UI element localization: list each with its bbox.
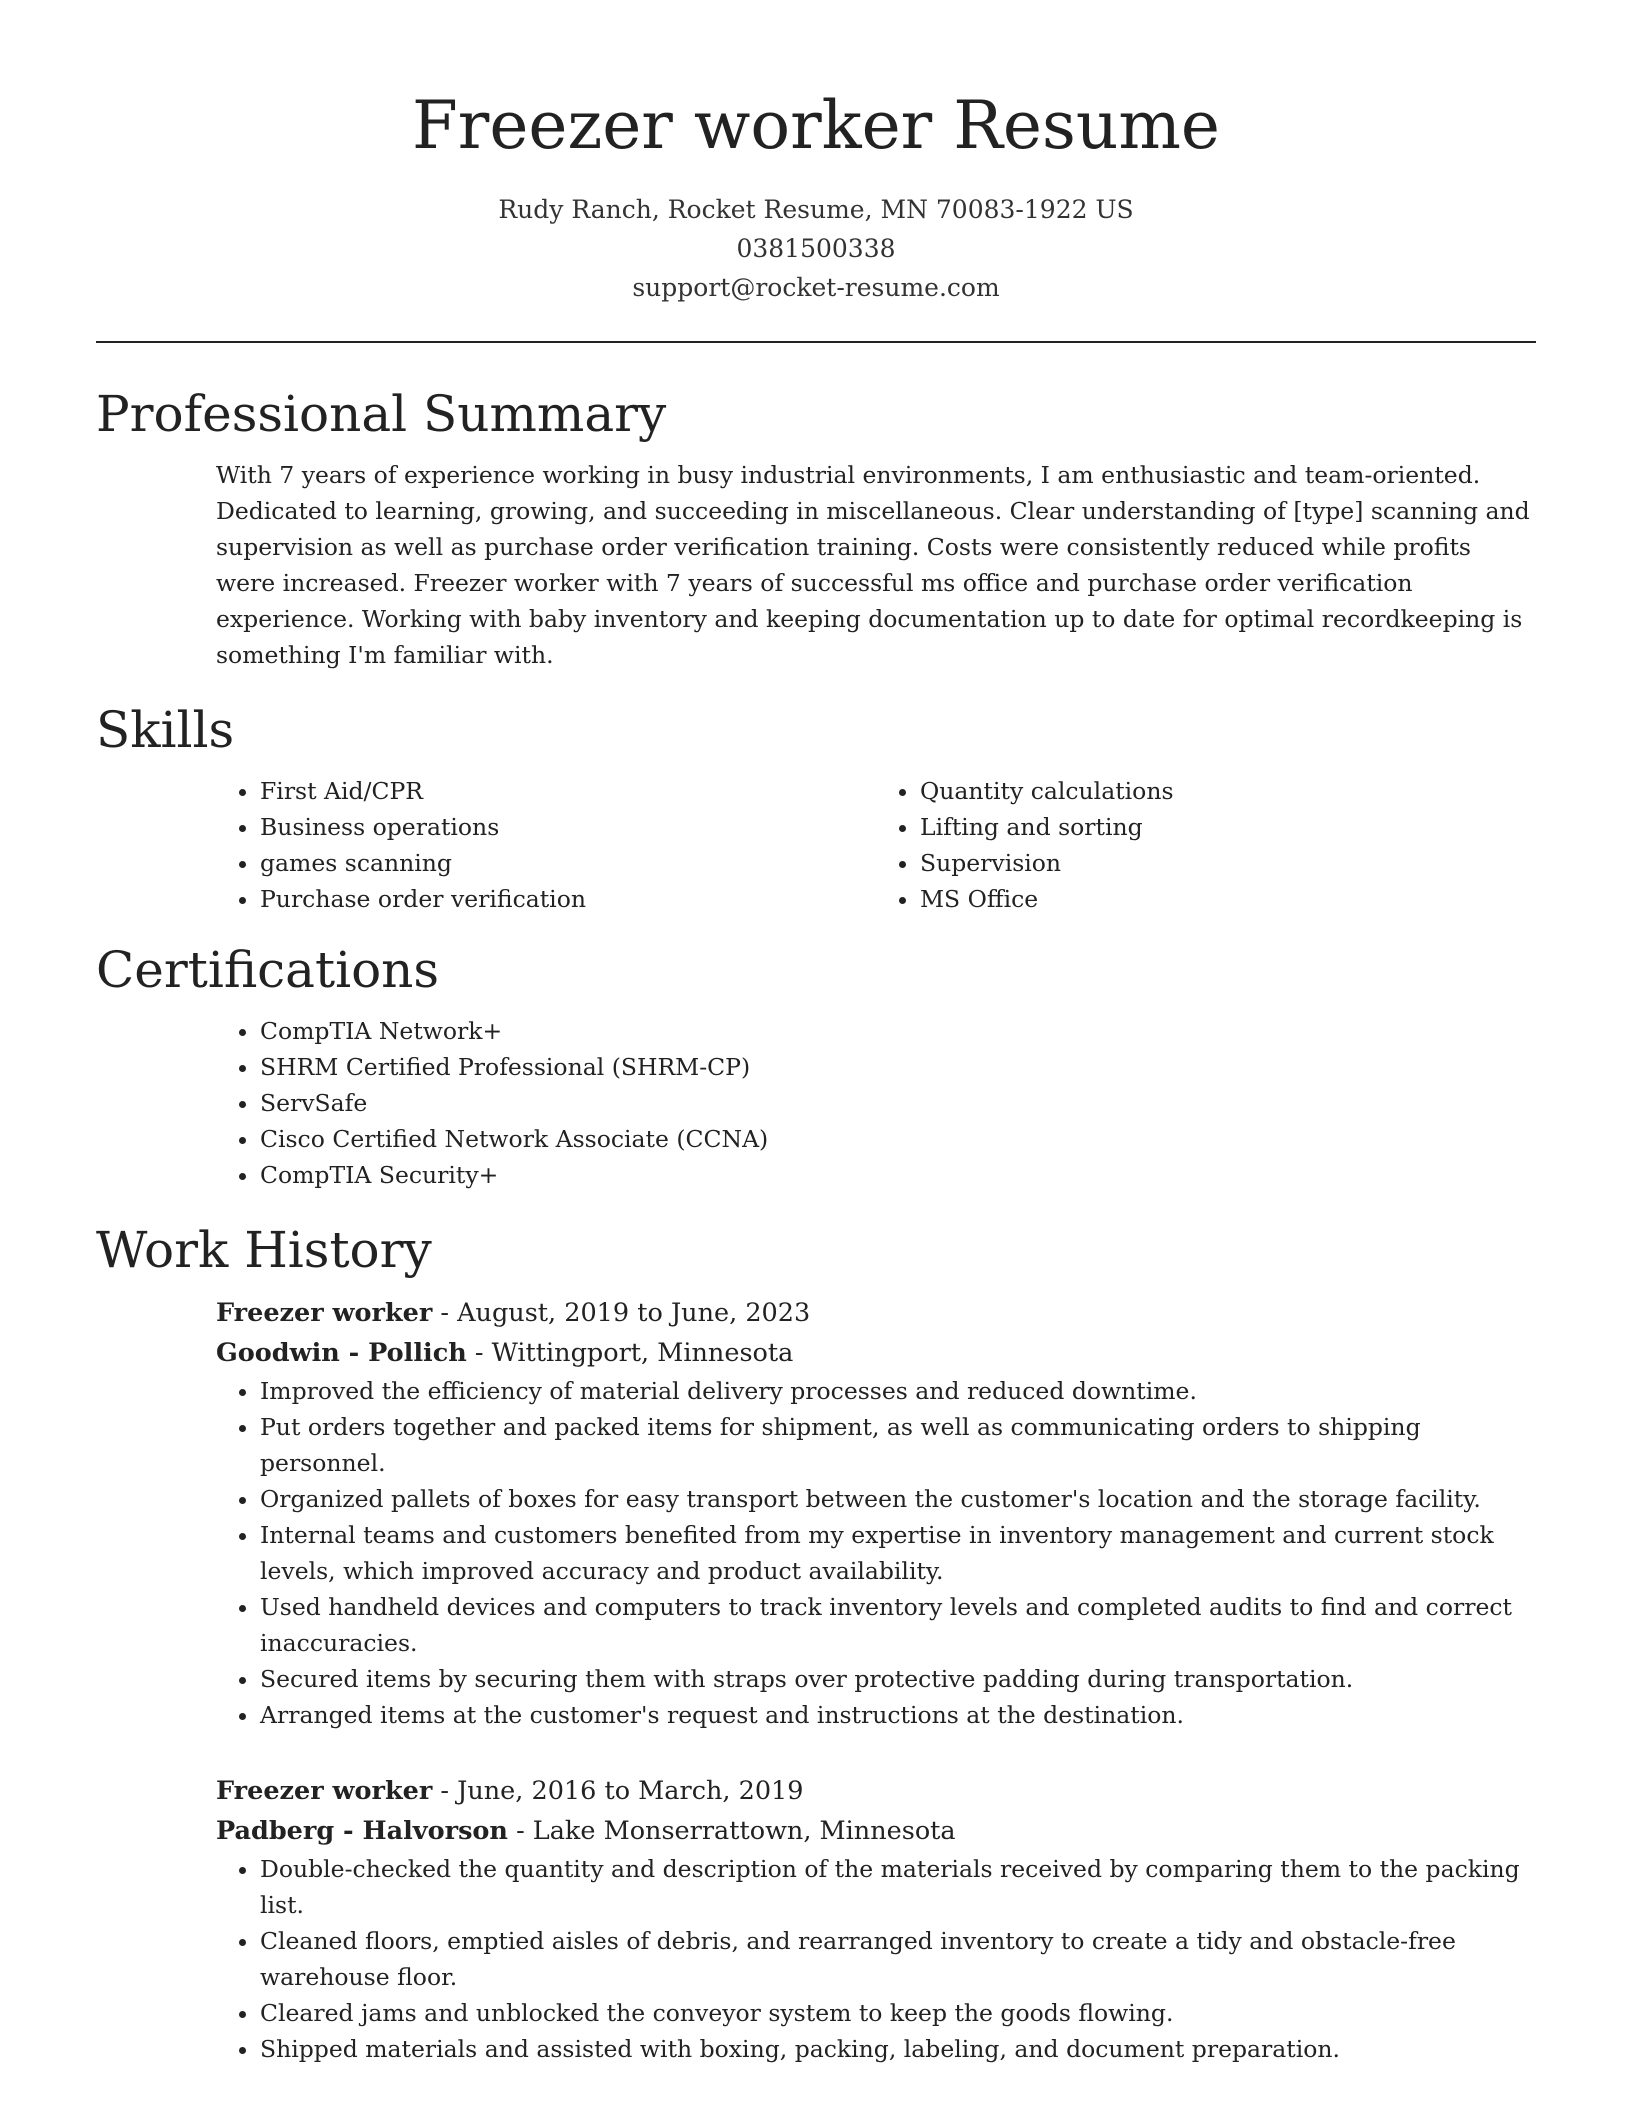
job-company: Goodwin - Pollich [216, 1338, 467, 1368]
contact-phone: 0381500338 [736, 234, 896, 263]
resume-header [96, 0, 1536, 307]
summary-text: With 7 years of experience working in busy industrial environments, I am enthusiastic and team-oriented. Dedicated to learning, growing, and succeeding in miscellaneous. Clear understanding of [type] scanning and supervision as well as purchase order verification training. Costs were consistently reduced while profits were increased. Freezer worker with 7 years of successful ms office and purchase order verification experience. Working with baby inventory and keeping documentation up to date for optimal recordkeeping is something I'm familiar with. [216, 461, 1530, 669]
skills-heading: Skills [96, 701, 235, 759]
job-duty-item: • Used handheld devices and computers to track inventory levels and completed audits to find and correct inaccuracies. [260, 1589, 1536, 1661]
summary-section [96, 383, 1536, 673]
job-location: - Lake Monserrattown, Minnesota [507, 1816, 956, 1846]
job-company-line [216, 1333, 1536, 1373]
job-title: Freezer worker [216, 1776, 433, 1806]
job-duties-list [216, 1851, 1536, 2067]
certification-item: • CompTIA Network+ [260, 1013, 1536, 1049]
certification-item: • SHRM Certified Professional (SHRM-CP) [260, 1049, 1536, 1085]
certifications-block [96, 1013, 1536, 1193]
work-history-heading: Work History [96, 1221, 432, 1279]
job-entry [96, 1771, 1536, 2067]
job-location: - Wittingport, Minnesota [466, 1338, 794, 1368]
skills-section [96, 699, 1536, 917]
skills-list-left [216, 773, 876, 917]
certifications-section [96, 939, 1536, 1193]
job-title: Freezer worker [216, 1298, 433, 1328]
skill-item: • Lifting and sorting [920, 809, 1536, 845]
skill-item: • Supervision [920, 845, 1536, 881]
job-duty-item: • Organized pallets of boxes for easy transport between the customer's location and the storage facility. [260, 1481, 1536, 1517]
job-company: Padberg - Halvorson [216, 1816, 508, 1846]
certification-item: • Cisco Certified Network Associate (CCNA) [260, 1121, 1536, 1157]
skill-item: • MS Office [920, 881, 1536, 917]
summary-heading: Professional Summary [96, 385, 667, 443]
skill-item: • games scanning [260, 845, 876, 881]
certifications-list [216, 1013, 1536, 1193]
skills-list-right [876, 773, 1536, 917]
job-duty-item: • Secured items by securing them with straps over protective padding during transportation. [260, 1661, 1536, 1697]
skill-item: • Quantity calculations [920, 773, 1536, 809]
job-title-line [216, 1293, 1536, 1333]
skill-item: • Purchase order verification [260, 881, 876, 917]
job-duty-item: • Shipped materials and assisted with boxing, packing, labeling, and document preparation. [260, 2031, 1536, 2067]
skill-item: • First Aid/CPR [260, 773, 876, 809]
job-duty-item: • Cleared jams and unblocked the conveyor system to keep the goods flowing. [260, 1995, 1536, 2031]
skill-item: • Business operations [260, 809, 876, 845]
work-history-section [96, 1219, 1536, 2067]
contact-address: Rudy Ranch, Rocket Resume, MN 70083-1922 US [498, 195, 1134, 224]
page-title: Freezer worker Resume [412, 87, 1220, 164]
header-divider [96, 341, 1536, 343]
job-entry [96, 1293, 1536, 1733]
skills-grid [96, 773, 1536, 917]
job-duties-list [216, 1373, 1536, 1733]
job-dates: - June, 2016 to March, 2019 [432, 1776, 804, 1806]
certifications-heading: Certifications [96, 941, 440, 999]
job-duty-item: • Internal teams and customers benefited from my expertise in inventory management and current stock levels, which improved accuracy and product availability. [260, 1517, 1536, 1589]
certification-item: • CompTIA Security+ [260, 1157, 1536, 1193]
certification-item: • ServSafe [260, 1085, 1536, 1121]
job-duty-item: • Put orders together and packed items for shipment, as well as communicating orders to shipping personnel. [260, 1409, 1536, 1481]
contact-email: support@rocket-resume.com [632, 273, 1000, 302]
job-title-line [216, 1771, 1536, 1811]
job-duty-item: • Improved the efficiency of material delivery processes and reduced downtime. [260, 1373, 1536, 1409]
job-duty-item: • Arranged items at the customer's request and instructions at the destination. [260, 1697, 1536, 1733]
job-duty-item: • Cleaned floors, emptied aisles of debris, and rearranged inventory to create a tidy and obstacle-free warehouse floor. [260, 1923, 1536, 1995]
job-duty-item: • Double-checked the quantity and description of the materials received by comparing them to the packing list. [260, 1851, 1536, 1923]
job-company-line [216, 1811, 1536, 1851]
job-dates: - August, 2019 to June, 2023 [432, 1298, 811, 1328]
